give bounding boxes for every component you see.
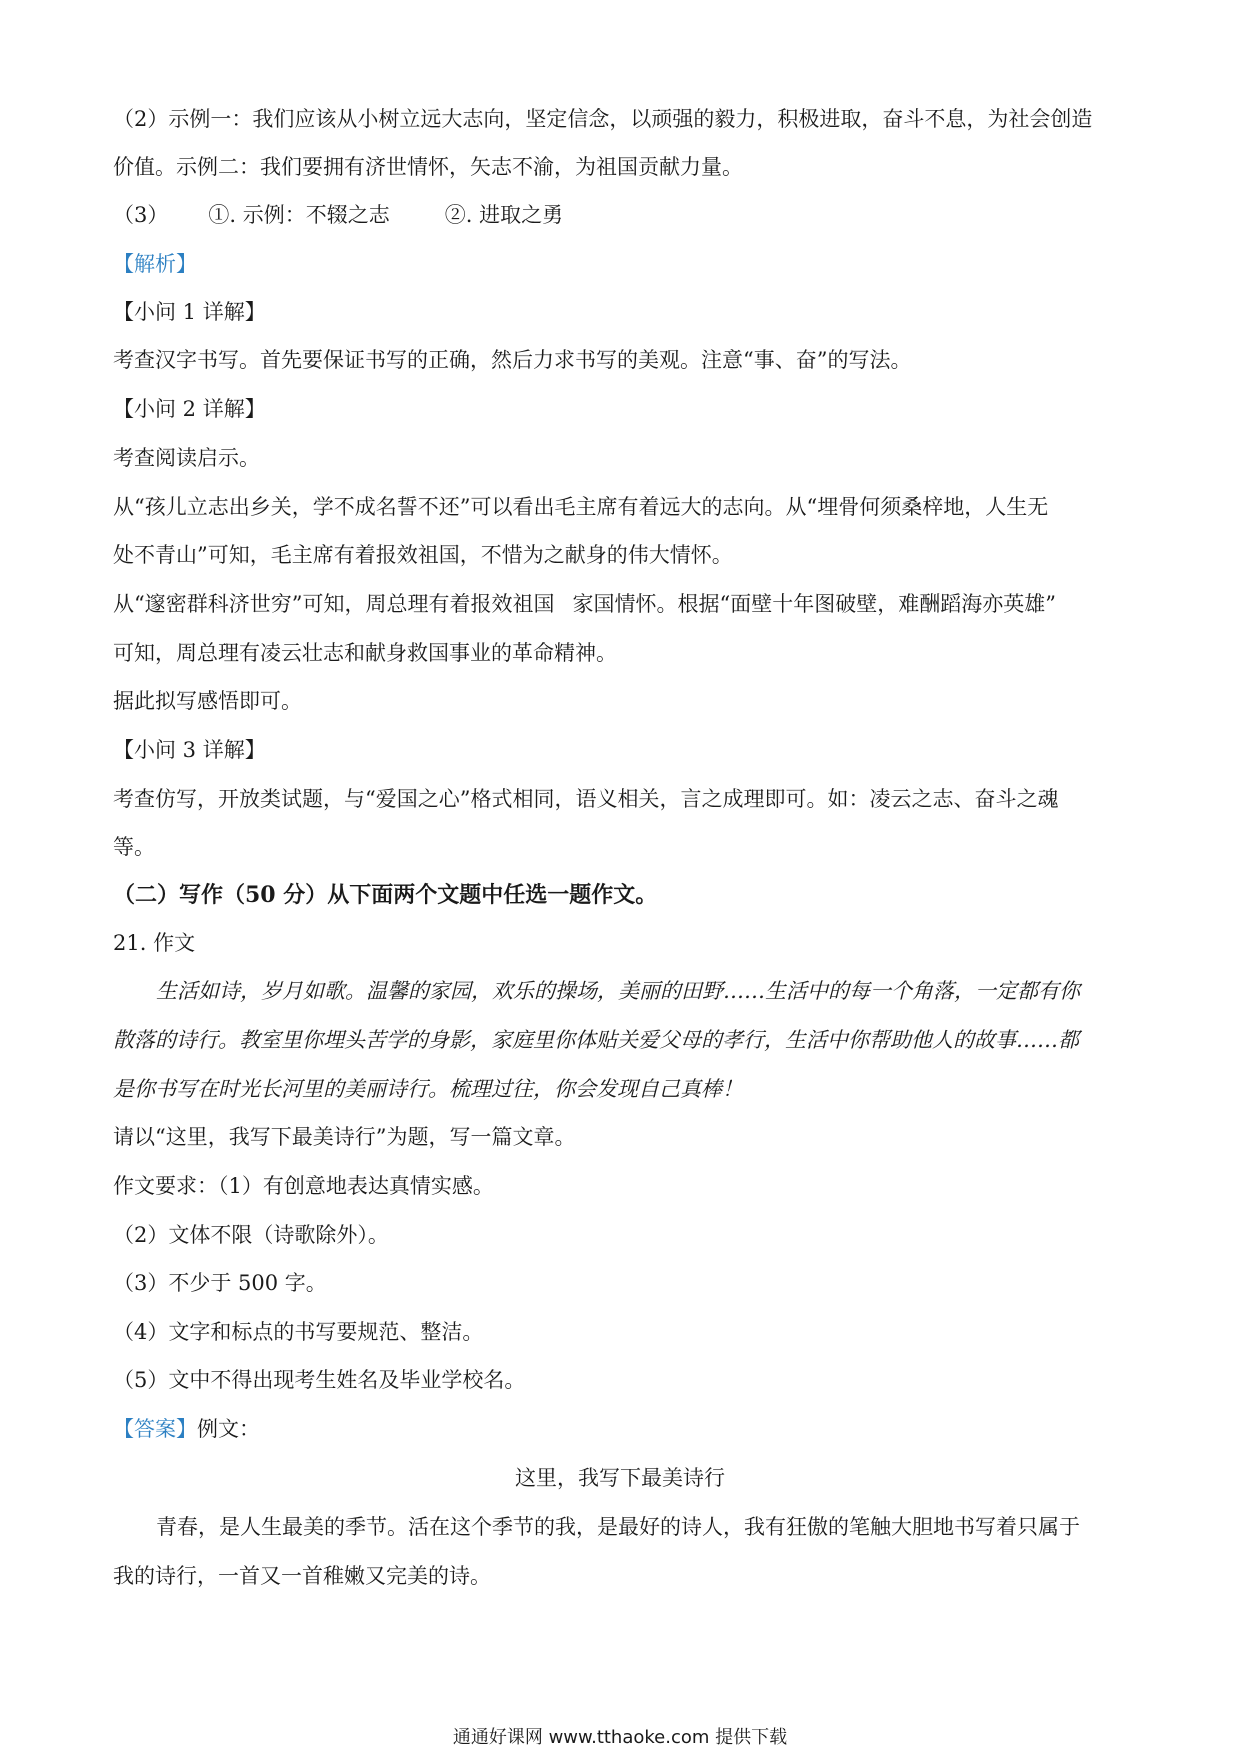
requirement-3: （3）不少于 500 字。 [113, 1271, 327, 1295]
sub1-heading: 【小问 1 详解】 [113, 300, 266, 324]
sub2-text-3: 处不青山”可知，毛主席有着报效祖国，不惜为之献身的伟大情怀。 [113, 543, 733, 567]
prompt-line-3: 是你书写在时光长河里的美丽诗行。梳理过往，你会发现自己真棒！ [113, 1077, 743, 1101]
q3-item-1: ①. 示例：不辍之志 [208, 203, 390, 227]
sub2-text-4b: 家国情怀。根据“面壁十年图破壁，难酬蹈海亦英雄” [572, 592, 1056, 616]
prompt-line-2: 散落的诗行。教室里你埋头苦学的身影，家庭里你体贴关爱父母的孝行，生活中你帮助他人的故事……都 [113, 1028, 1079, 1052]
q3-item-2: ②. 进取之勇 [444, 203, 564, 227]
footer-url[interactable]: www.tthaoke.com [548, 1727, 710, 1748]
q2-answer-line-1: （2）示例一：我们应该从小树立远大志向，坚定信念，以顽强的毅力，积极进取，奋斗不息，为社会创造 [113, 107, 1093, 131]
footer-suffix: 提供下载 [715, 1727, 788, 1748]
analysis-heading: 【解析】 [113, 252, 197, 276]
essay-paragraph-line-2: 我的诗行，一首又一首稚嫩又完美的诗。 [113, 1564, 491, 1588]
requirement-2: （2）文体不限（诗歌除外）。 [113, 1223, 389, 1247]
sub3-text-1: 考查仿写，开放类试题，与“爱国之心”格式相同，语义相关，言之成理即可。如：凌云之志、奋斗之魂 [113, 787, 1059, 811]
question-21: 21. 作文 [113, 931, 196, 955]
q3-answer [113, 200, 1133, 230]
requirement-5: （5）文中不得出现考生姓名及毕业学校名。 [113, 1368, 526, 1392]
prompt-line-1: 生活如诗，岁月如歌。温馨的家园，欢乐的操场，美丽的田野……生活中的每一个角落，一定都有你 [156, 979, 1080, 1003]
sub2-text-1: 考查阅读启示。 [113, 446, 260, 470]
answer-line [113, 1414, 1133, 1444]
sub2-text-2: 从“孩儿立志出乡关，学不成名誓不还”可以看出毛主席有着远大的志向。从“埋骨何须桑梓地，人生无 [113, 495, 1049, 519]
requirement-4: （4）文字和标点的书写要规范、整洁。 [113, 1320, 484, 1344]
writing-section-title: （二）写作（50 分）从下面两个文题中任选一题作文。 [113, 882, 658, 908]
essay-paragraph-line-1: 青春，是人生最美的季节。活在这个季节的我，是最好的诗人，我有狂傲的笔触大胆地书写着只属于 [156, 1515, 1080, 1539]
sub2-text-5: 可知，周总理有凌云壮志和献身救国事业的革命精神。 [113, 641, 617, 665]
sub1-text: 考查汉字书写。首先要保证书写的正确，然后力求书写的美观。注意“事、奋”的写法。 [113, 348, 912, 372]
requirement-1: 作文要求：（1）有创意地表达真情实感。 [113, 1174, 494, 1198]
writing-instruction: 请以“这里，我写下最美诗行”为题，写一篇文章。 [113, 1125, 576, 1149]
q3-label: （3） [113, 203, 169, 227]
sub2-heading: 【小问 2 详解】 [113, 397, 266, 421]
essay-title: 这里，我写下最美诗行 [515, 1466, 725, 1490]
footer-site-name: 通通好课网 [452, 1727, 543, 1748]
q2-answer-line-2: 价值。示例二：我们要拥有济世情怀，矢志不渝，为祖国贡献力量。 [113, 155, 743, 179]
sub3-text-2: 等。 [113, 835, 155, 859]
sub2-text-4a: 从“邃密群科济世穷”可知，周总理有着报效祖国 [113, 592, 555, 616]
sub2-text-4 [113, 589, 1133, 619]
page-footer [0, 1726, 1240, 1750]
answer-intro: 例文： [197, 1417, 260, 1441]
answer-label: 【答案】 [113, 1417, 197, 1441]
sub2-text-6: 据此拟写感悟即可。 [113, 689, 302, 713]
sub3-heading: 【小问 3 详解】 [113, 738, 266, 762]
